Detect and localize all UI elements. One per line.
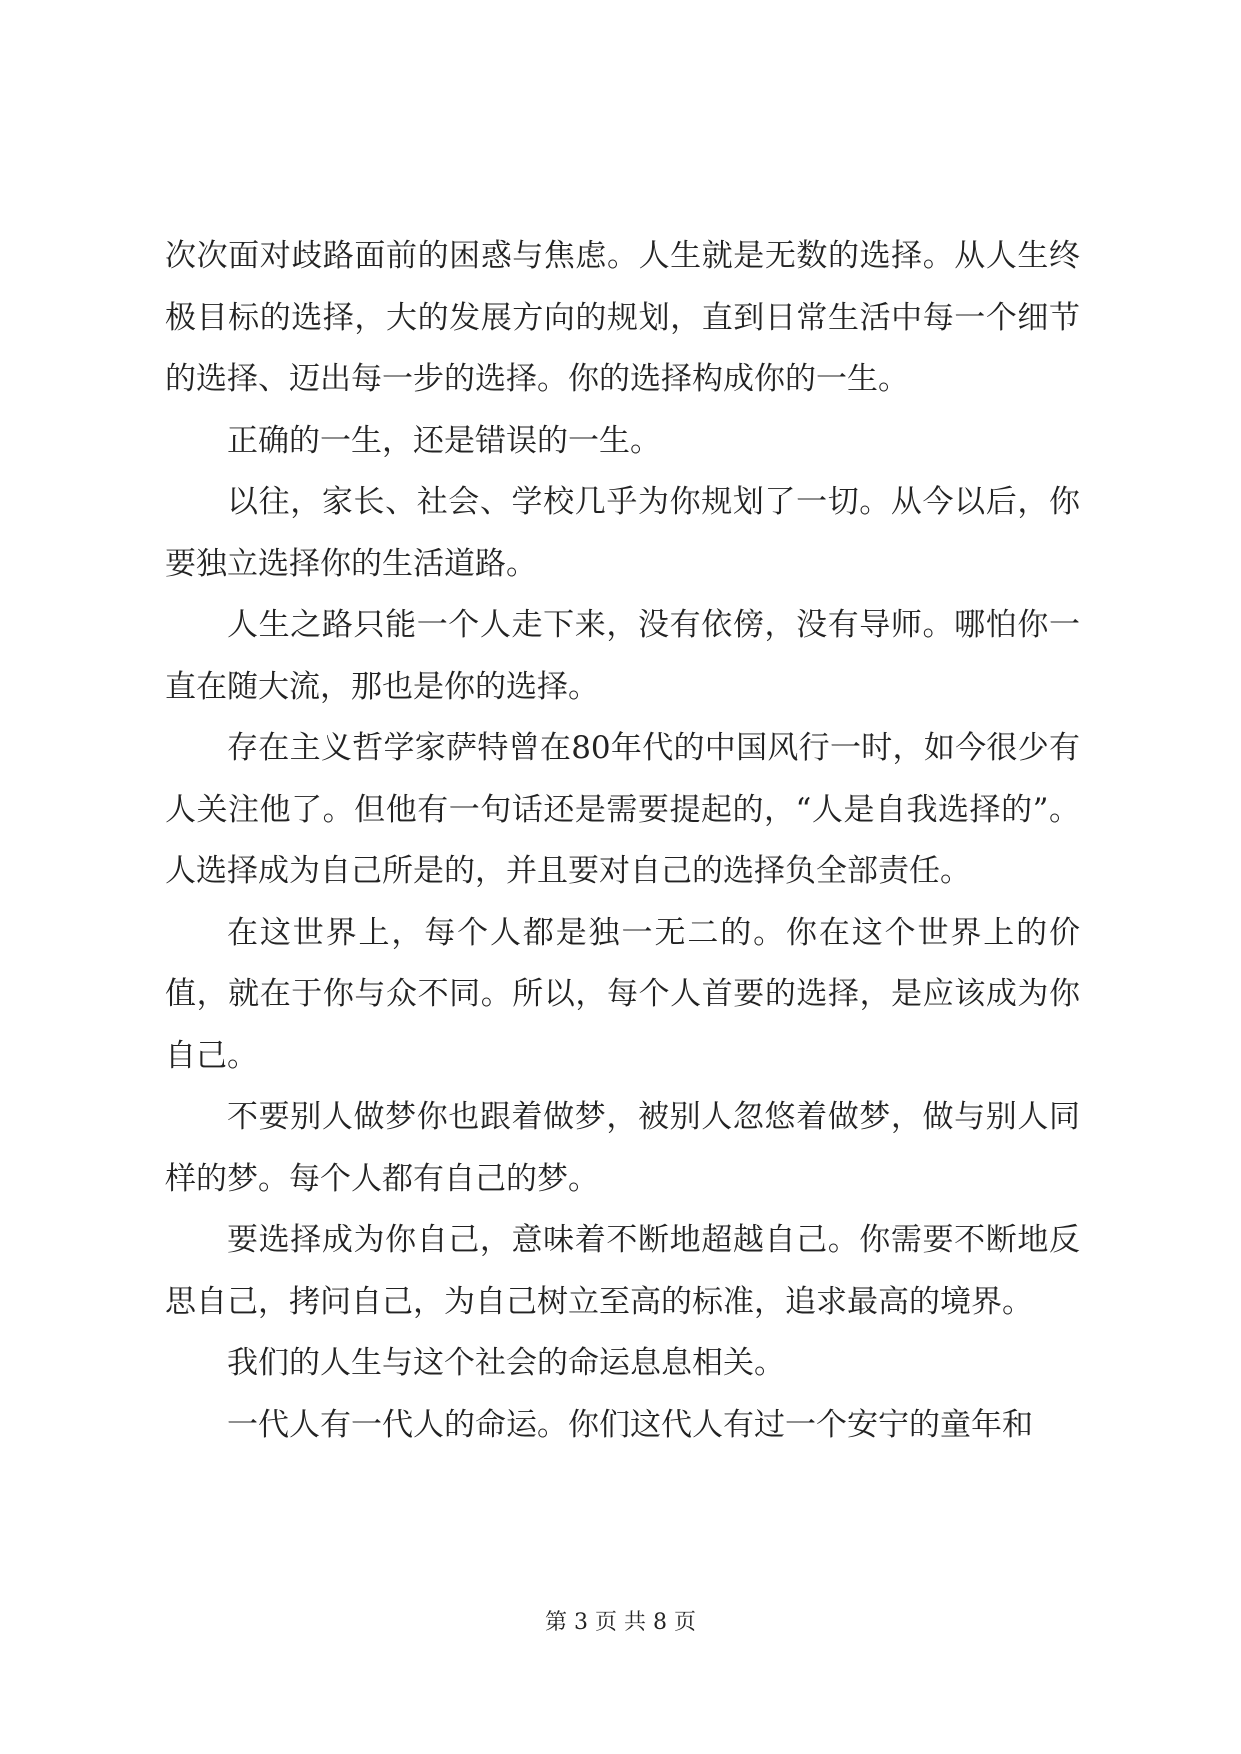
paragraph-9: 我们的人生与这个社会的命运息息相关。 [227, 1345, 785, 1381]
paragraph-7: 不要别人做梦你也跟着做梦，被别人忽悠着做梦，做与别人同样的梦。每个人都有自己的梦。 [165, 1099, 1080, 1197]
paragraph-3: 以往，家长、社会、学校几乎为你规划了一切。从今以后，你要独立选择你的生活道路。 [165, 484, 1080, 582]
page-number-footer: 第 3 页 共 8 页 [545, 1610, 696, 1635]
paragraph-8: 要选择成为你自己，意味着不断地超越自己。你需要不断地反思自己，拷问自己，为自己树立至高的标准，追求最高的境界。 [165, 1222, 1080, 1320]
paragraph-1: 次次面对歧路面前的困惑与焦虑。人生就是无数的选择。从人生终极目标的选择，大的发展方向的规划，直到日常生活中每一个细节的选择、迈出每一步的选择。你的选择构成你的一生。 [165, 238, 1080, 397]
paragraph-6: 在这世界上，每个人都是独一无二的。你在这个世界上的价值，就在于你与众不同。所以，每个人首要的选择，是应该成为你自己。 [165, 914, 1080, 1074]
paragraph-5: 存在主义哲学家萨特曾在80年代的中国风行一时，如今很少有人关注他了。但他有一句话还是需要提起的，“人是自我选择的”。人选择成为自己所是的，并且要对自己的选择负全部责任。 [165, 730, 1080, 889]
paragraph-4: 人生之路只能一个人走下来，没有依傍，没有导师。哪怕你一直在随大流，那也是你的选择。 [165, 607, 1080, 705]
paragraph-10: 一代人有一代人的命运。你们这代人有过一个安宁的童年和 [227, 1406, 1033, 1443]
paragraph-2: 正确的一生，还是错误的一生。 [227, 422, 661, 459]
document-body [165, 226, 1080, 1456]
